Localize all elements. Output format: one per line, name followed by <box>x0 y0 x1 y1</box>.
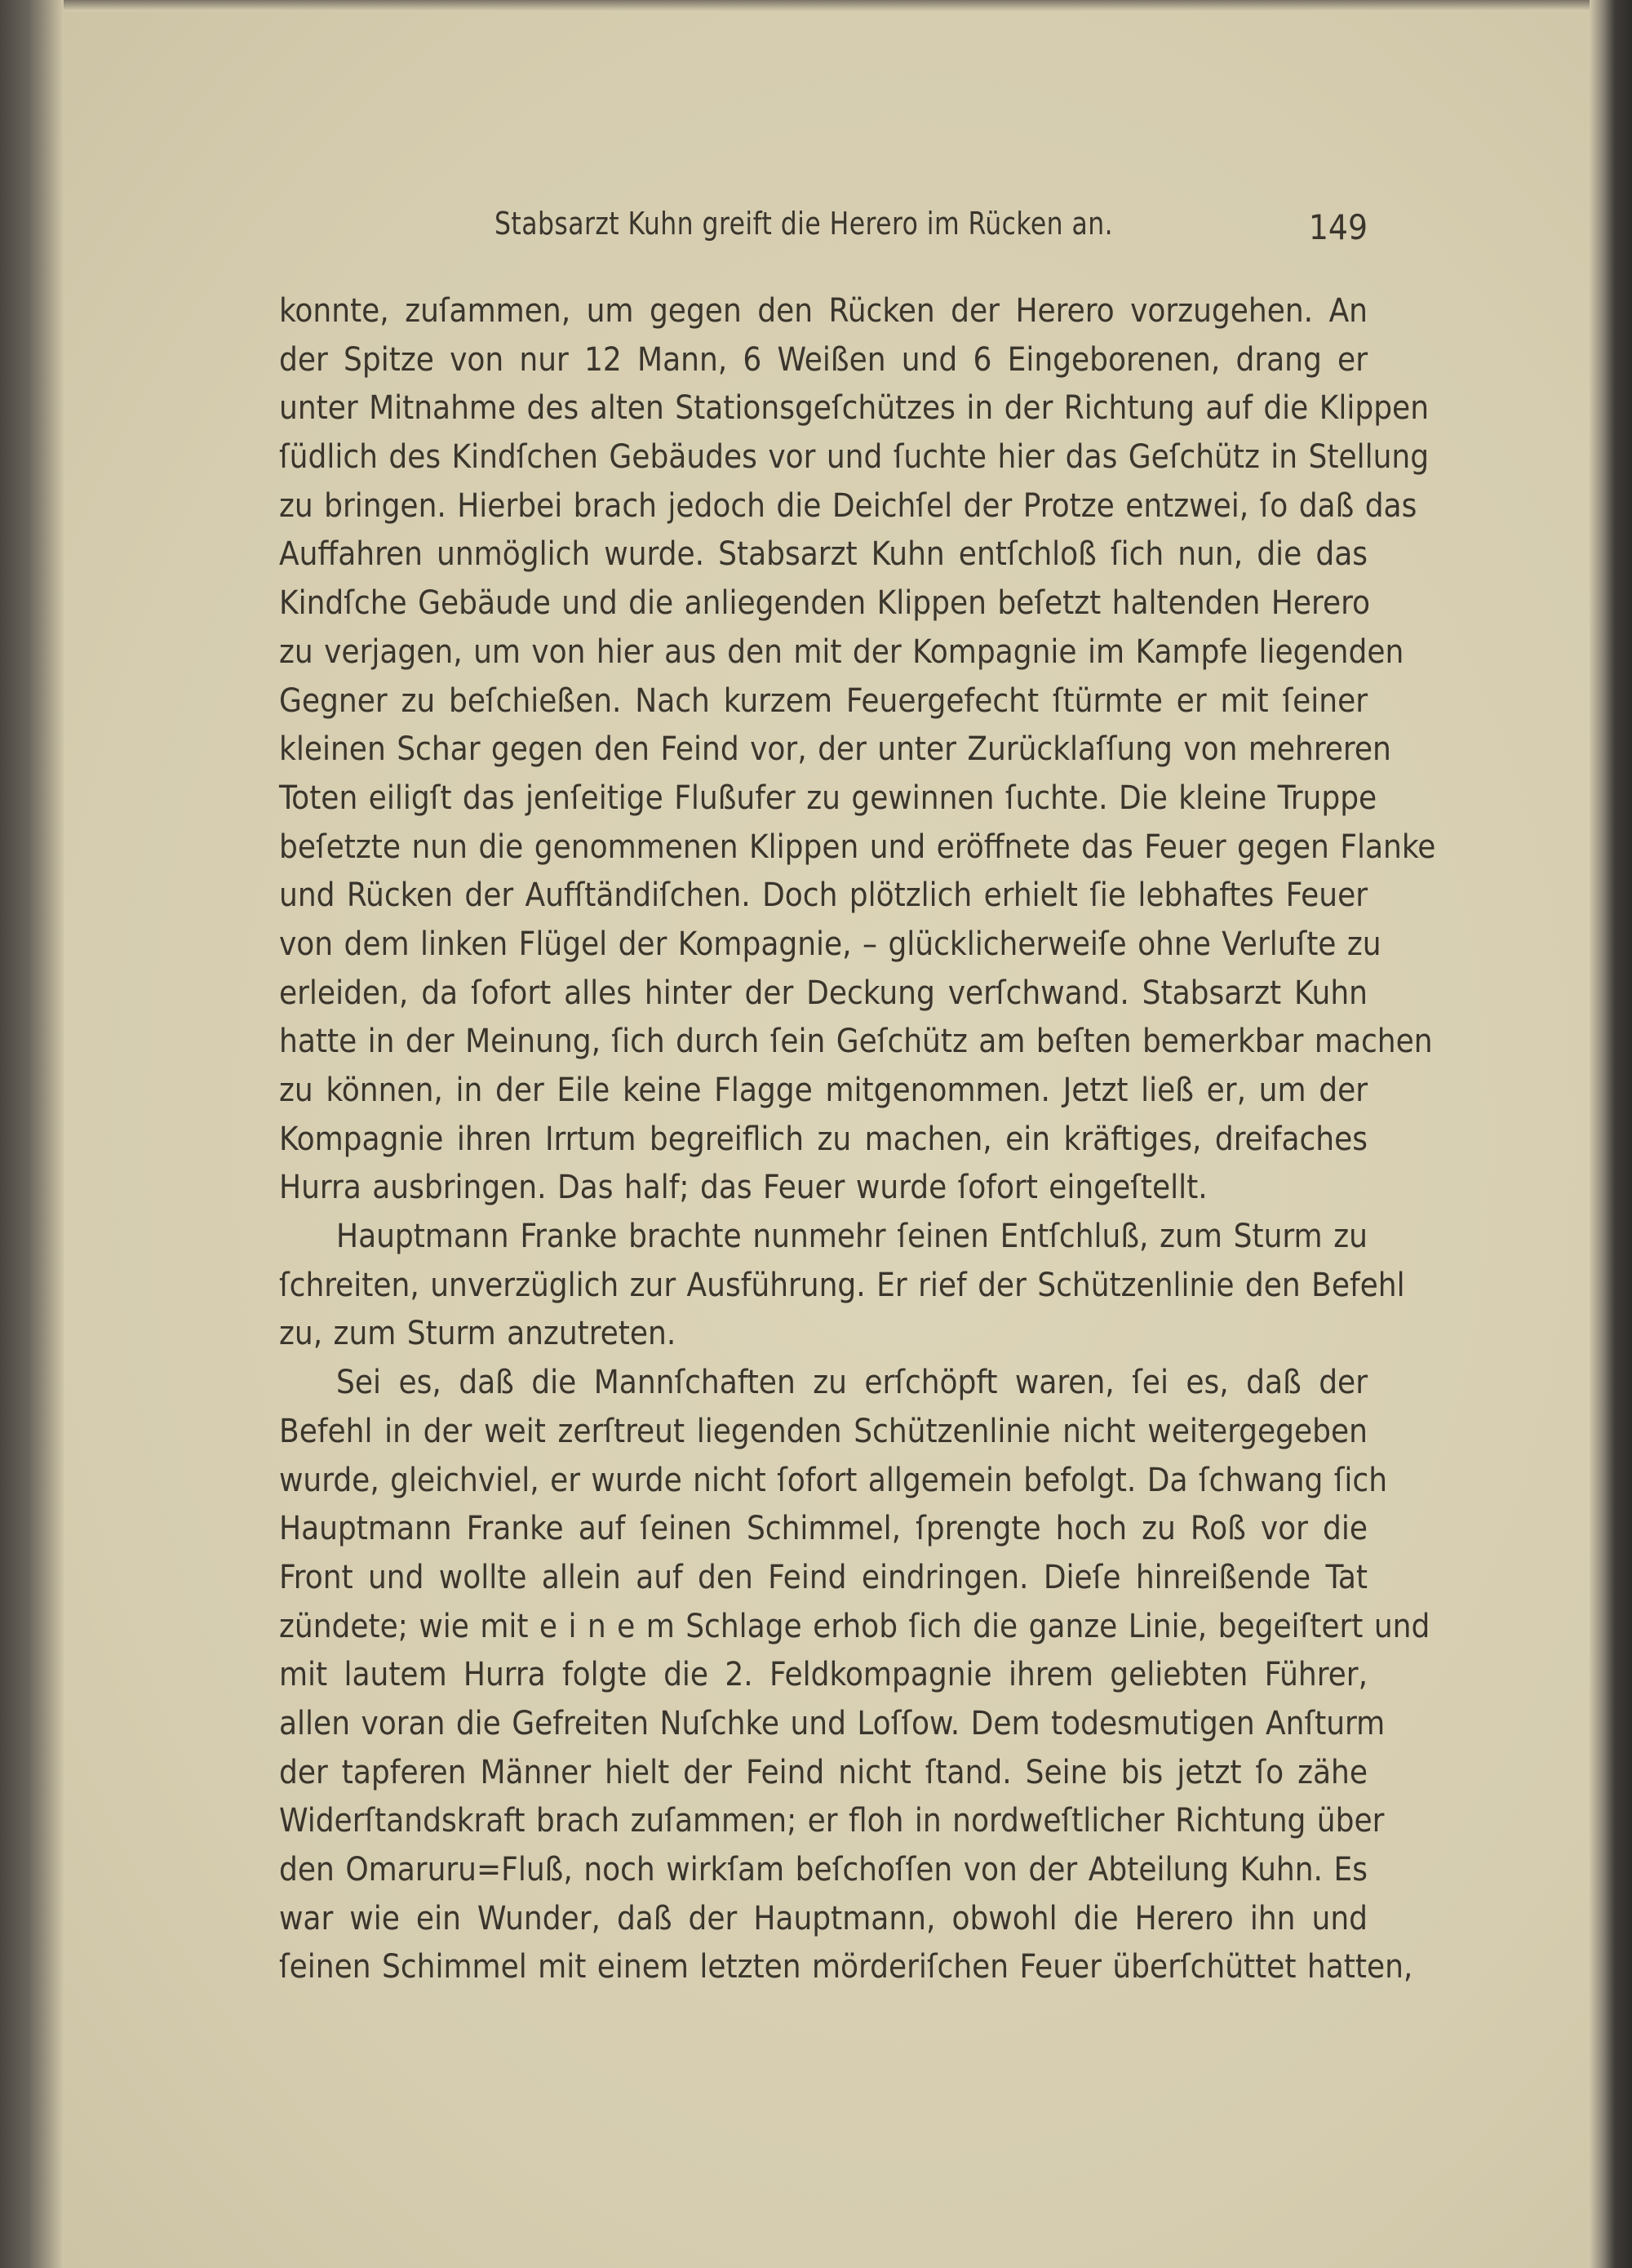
text-line: ſchreiten, unverzüglich zur Ausführung. Er rief der Schützenlinie den Befehl <box>279 1266 1405 1304</box>
paragraph <box>279 287 1436 1213</box>
text-line: mit lautem Hurra folgte die 2. Feldkompagnie ihrem geliebten Führer, <box>279 1656 1368 1694</box>
text-line: ſeinen Schimmel mit einem letzten mörderiſchen Feuer überſchüttet hatten, <box>279 1948 1413 1986</box>
text-line: Auffahren unmöglich wurde. Stabsarzt Kuhn entſchloß ſich nun, die das <box>279 535 1368 574</box>
text-line: Gegner zu beſchießen. Nach kurzem Feuergefecht ſtürmte er mit ſeiner <box>279 681 1368 720</box>
text-line: Kindſche Gebäude und die anliegenden Klippen beſetzt haltenden Herero <box>279 584 1371 623</box>
book-gutter <box>0 0 64 2268</box>
text-line: Sei es, daß die Mannſchaften zu erſchöpft waren, ſei es, daß der <box>336 1364 1368 1402</box>
text-line: zu bringen. Hierbei brach jedoch die Deichſel der Protze entzwei, ſo daß das <box>279 486 1417 525</box>
text-line: ſüdlich des Kindſchen Gebäudes vor und ſuchte hier das Geſchütz in Stellung <box>279 438 1430 477</box>
text-line: Front und wollte allein auf den Feind eindringen. Dieſe hinreißende Tat <box>279 1558 1368 1596</box>
text-line: zündete; wie mit e i n e m Schlage erhob ſich die ganze Linie, begeiſtert und <box>279 1607 1430 1645</box>
text-line: der tapferen Männer hielt der Feind nicht ſtand. Seine bis jetzt ſo zähe <box>279 1753 1368 1791</box>
text-line: Hauptmann Franke brachte nunmehr ſeinen Entſchluß, zum Sturm zu <box>336 1218 1368 1256</box>
paragraph <box>279 1213 1405 1359</box>
text-line: Hurra ausbringen. Das half; das Feuer wurde ſofort eingeſtellt. <box>279 1169 1208 1207</box>
text-line: beſetzte nun die genommenen Klippen und eröffnete das Feuer gegen Flanke <box>279 828 1436 866</box>
text-line: und Rücken der Aufſtändiſchen. Doch plötzlich erhielt ſie lebhaftes Feuer <box>279 877 1368 915</box>
text-line: den Omaruru=Fluß, noch wirkſam beſchoſſen von der Abteilung Kuhn. Es <box>279 1851 1368 1889</box>
paragraph <box>279 1359 1430 1992</box>
text-line: Toten eiligſt das jenſeitige Flußufer zu gewinnen ſuchte. Die kleine Truppe <box>279 779 1377 817</box>
text-line: zu verjagen, um von hier aus den mit der Kompagnie im Kampfe liegenden <box>279 632 1404 671</box>
text-line: der Spitze von nur 12 Mann, 6 Weißen und 6 Eingeborenen, drang er <box>279 340 1368 379</box>
running-title: Stabsarzt Kuhn greift die Herero im Rücken an. <box>494 206 1114 242</box>
text-line: unter Mitnahme des alten Stationsgeſchützes in der Richtung auf die Klippen <box>279 389 1430 428</box>
text-line: von dem linken Flügel der Kompagnie, – glücklicherweiſe ohne Verluſte zu <box>279 925 1381 963</box>
page-number: 149 <box>1308 207 1368 247</box>
text-line: war wie ein Wunder, daß der Hauptmann, obwohl die Herero ihn und <box>279 1899 1368 1937</box>
page-header <box>494 206 1368 251</box>
text-line: wurde, gleichviel, er wurde nicht ſofort allgemein befolgt. Da ſchwang ſich <box>279 1461 1388 1499</box>
text-line: Hauptmann Franke auf ſeinen Schimmel, ſprengte hoch zu Roß vor die <box>279 1510 1368 1548</box>
page-right-edge <box>1590 0 1632 2268</box>
text-line: zu können, in der Eile keine Flagge mitgenommen. Jetzt ließ er, um der <box>279 1072 1368 1109</box>
text-line: Kompagnie ihren Irrtum begreiflich zu machen, ein kräftiges, dreifaches <box>279 1120 1368 1158</box>
text-line: kleinen Schar gegen den Feind vor, der unter Zurücklaſſung von mehreren <box>279 730 1391 769</box>
text-line: zu, zum Sturm anzutreten. <box>279 1315 676 1353</box>
text-line: allen voran die Gefreiten Nuſchke und Loſſow. Dem todesmutigen Anſturm <box>279 1704 1386 1742</box>
text-line: konnte, zuſammen, um gegen den Rücken der Herero vorzugehen. An <box>279 292 1368 330</box>
body-text <box>279 287 1436 1992</box>
text-line: hatte in der Meinung, ſich durch ſein Geſchütz am beſten bemerkbar machen <box>279 1023 1433 1061</box>
text-line: Befehl in der weit zerſtreut liegenden Schützenlinie nicht weitergegeben <box>279 1412 1368 1450</box>
text-line: Widerſtandskraft brach zuſammen; er floh in nordweſtlicher Richtung über <box>279 1802 1385 1840</box>
page-top-edge <box>0 0 1632 11</box>
text-line: erleiden, da ſofort alles hinter der Deckung verſchwand. Stabsarzt Kuhn <box>279 974 1368 1012</box>
